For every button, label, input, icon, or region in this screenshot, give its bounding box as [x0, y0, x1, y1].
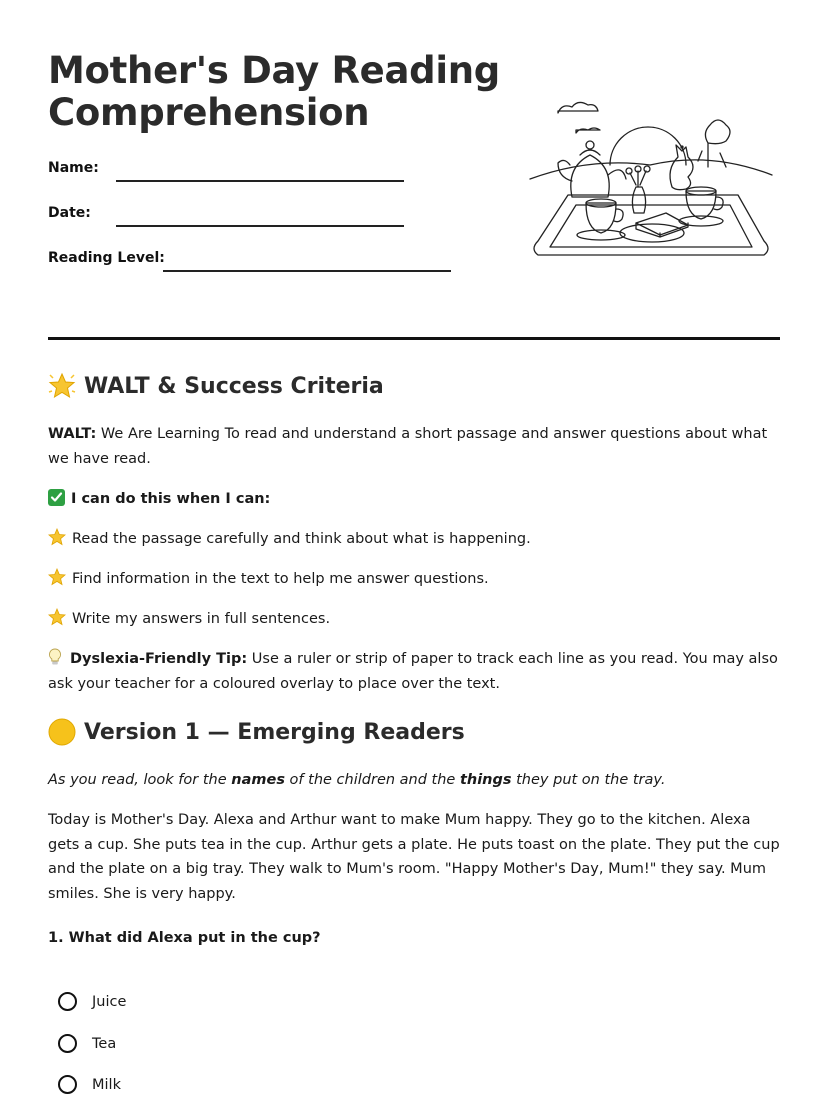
answer-option[interactable] — [58, 1075, 121, 1094]
page-title: Mother's Day Reading Comprehension — [48, 49, 500, 134]
instruction-text: of the children and the — [284, 772, 460, 788]
dyslexia-tip — [48, 647, 780, 696]
answer-option[interactable] — [58, 1034, 116, 1053]
date-write-line[interactable] — [116, 225, 404, 227]
radio-button[interactable] — [58, 1075, 77, 1094]
instruction-text: they put on the tray. — [511, 772, 666, 788]
date-label: Date: — [48, 205, 91, 221]
criteria-item-text: Find information in the text to help me answer questions. — [72, 571, 489, 587]
tip-text: Use a ruler or strip of paper to track each line as you read. You may also ask your teacher for a coloured overlay to place over the text. — [48, 651, 778, 692]
criteria-item-text: Read the passage carefully and think about what is happening. — [72, 531, 531, 547]
version1-heading — [48, 718, 465, 746]
star-icon — [48, 528, 66, 546]
instruction-text: As you read, look for the — [48, 772, 232, 788]
radio-button[interactable] — [58, 992, 77, 1011]
name-label: Name: — [48, 160, 99, 176]
check-mark-button-icon — [48, 489, 65, 506]
mothers-day-tea-tray-illustration — [528, 95, 774, 267]
walt-text: We Are Learning To read and understand a short passage and answer questions about what we have read. — [48, 426, 768, 467]
criteria-heading — [48, 487, 780, 512]
star-icon — [48, 568, 66, 586]
reading-passage: Today is Mother's Day. Alexa and Arthur want to make Mum happy. They go to the kitchen. Alexa gets a cup. She puts tea in the cup. Arthur gets a plate. He puts toast on the plate. They put the cup and the plate on a big tray. They walk to Mum's room. "Happy Mother's Day, Mum!" they say. Mum smiles. She is very happy. — [48, 812, 780, 902]
instruction-emphasis: things — [459, 772, 512, 788]
walt-heading — [48, 372, 384, 400]
star-icon — [48, 608, 66, 626]
reading-level-label: Reading Level: — [48, 250, 165, 266]
question-1: 1. What did Alexa put in the cup? — [48, 930, 321, 946]
walt-statement — [48, 422, 780, 471]
criteria-item-text: Write my answers in full sentences. — [72, 611, 331, 627]
criteria-item — [48, 567, 780, 592]
glowing-star-icon — [48, 372, 76, 400]
walt-label: WALT: — [48, 426, 97, 442]
reading-level-write-line[interactable] — [163, 270, 451, 272]
yellow-circle-icon — [48, 718, 76, 746]
criteria-item — [48, 607, 780, 632]
reading-instruction — [48, 768, 780, 793]
radio-button[interactable] — [58, 1034, 77, 1053]
answer-option[interactable] — [58, 992, 126, 1011]
criteria-item — [48, 527, 780, 552]
instruction-emphasis: names — [231, 772, 285, 788]
tip-label: Dyslexia-Friendly Tip: — [70, 651, 248, 667]
answer-option-label: Tea — [92, 1035, 117, 1052]
name-write-line[interactable] — [116, 180, 404, 182]
answer-option-label: Milk — [92, 1076, 121, 1093]
walt-heading-text: WALT & Success Criteria — [84, 373, 384, 399]
section-divider — [48, 337, 780, 340]
answer-option-label: Juice — [92, 993, 127, 1010]
criteria-heading-text: I can do this when I can: — [71, 491, 271, 507]
version1-heading-text: Version 1 — Emerging Readers — [84, 719, 465, 745]
light-bulb-icon — [48, 648, 62, 666]
